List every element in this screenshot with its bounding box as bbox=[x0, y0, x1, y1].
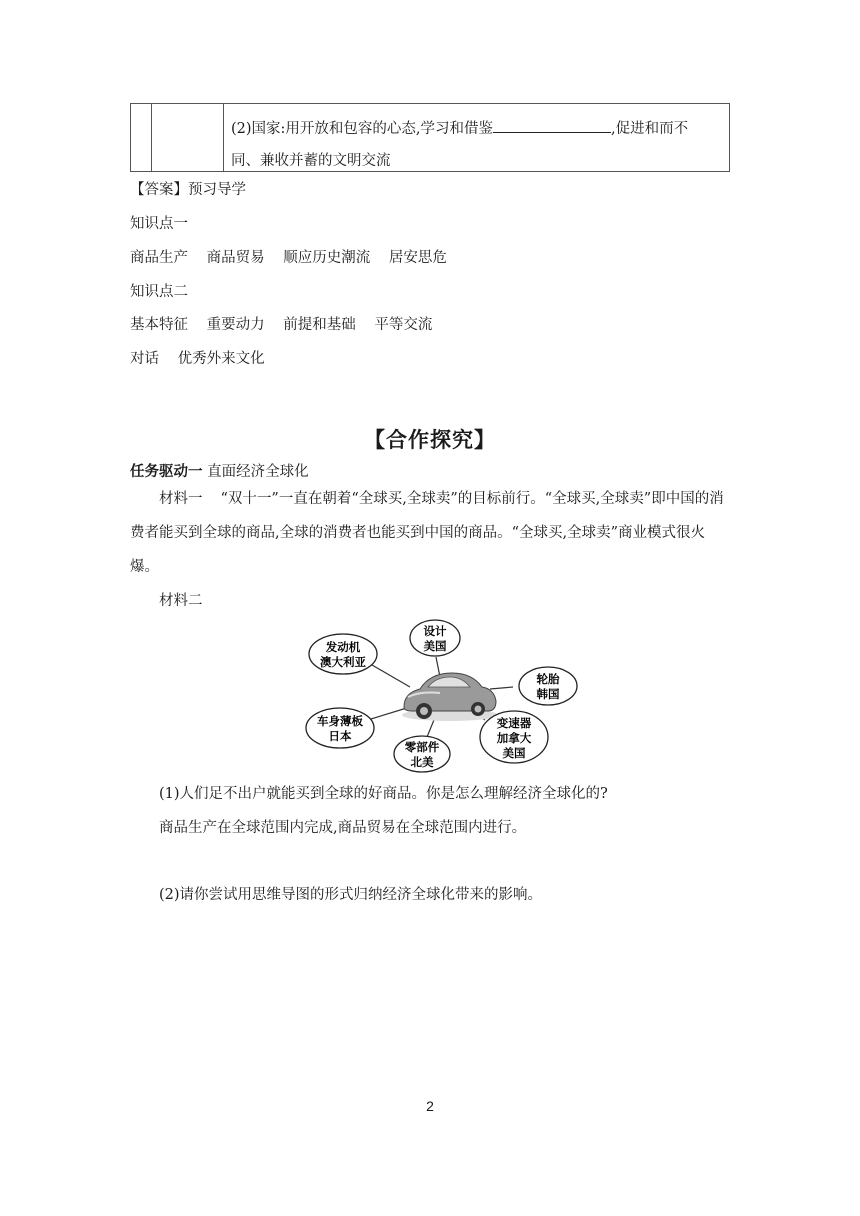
answer-header: 【答案】预习导学 bbox=[130, 182, 246, 198]
task-title: 直面经济全球化 bbox=[207, 464, 309, 480]
kp2-item: 平等交流 bbox=[374, 317, 433, 333]
material1-label: 材料一 bbox=[159, 491, 203, 507]
material1-paragraph bbox=[130, 482, 732, 584]
table-text-line1-end: ,促进和而不 bbox=[611, 121, 689, 137]
task-label: 任务驱动一 bbox=[130, 464, 203, 480]
kp2-item: 前提和基础 bbox=[283, 317, 356, 333]
bubble-parts-region: 北美 bbox=[410, 755, 434, 769]
bubble-engine-country: 澳大利亚 bbox=[320, 655, 366, 669]
fill-in-blank[interactable] bbox=[493, 118, 611, 133]
kp1-title: 知识点一 bbox=[130, 216, 188, 232]
bubble-transmission-country2: 美国 bbox=[502, 746, 526, 760]
section-title: 【合作探究】 bbox=[364, 428, 496, 452]
kp2-items bbox=[130, 315, 432, 335]
bubble-body bbox=[306, 708, 374, 748]
kp1-item: 商品生产 bbox=[130, 250, 188, 266]
bubble-engine bbox=[309, 634, 377, 674]
kp3-item: 对话 bbox=[130, 351, 159, 367]
bubble-tire-country: 韩国 bbox=[536, 687, 560, 701]
bubble-design-part: 设计 bbox=[423, 624, 447, 638]
bubble-body-country: 日本 bbox=[328, 729, 352, 743]
kp1-item: 顺应历史潮流 bbox=[283, 250, 371, 266]
kp3-items bbox=[130, 349, 265, 369]
answer-1: 商品生产在全球范围内完成,商品贸易在全球范围内进行。 bbox=[159, 820, 527, 836]
bubble-parts-part: 零部件 bbox=[404, 740, 440, 754]
bubble-transmission-part: 变速器 bbox=[496, 716, 532, 730]
table-text-line1-start: (2)国家:用开放和包容的心态,学习和借鉴 bbox=[231, 121, 494, 137]
bubble-engine-part: 发动机 bbox=[325, 640, 361, 654]
table-column-divider bbox=[151, 104, 152, 171]
question-2: (2)请你尝试用思维导图的形式归纳经济全球化带来的影响。 bbox=[159, 887, 543, 903]
table-column-divider bbox=[223, 104, 224, 171]
material2-label: 材料二 bbox=[159, 593, 203, 609]
kp3-item: 优秀外来文化 bbox=[177, 351, 265, 367]
task-heading bbox=[130, 462, 309, 482]
bubble-tire-part: 轮胎 bbox=[536, 672, 560, 686]
question-1: (1)人们足不出户就能买到全球的好商品。你是怎么理解经济全球化的? bbox=[159, 786, 608, 802]
kp2-item: 基本特征 bbox=[130, 317, 188, 333]
material1-text: “双十一”一直在朝着“全球买,全球卖”的目标前行。“全球买,全球卖”即中国的消费者能买到全球的商品,全球的消费者也能买到中国的商品。“全球买,全球卖”商业模式很火爆。 bbox=[130, 491, 724, 575]
kp1-item: 商品贸易 bbox=[206, 250, 265, 266]
bubble-transmission bbox=[480, 711, 548, 763]
answer-table bbox=[130, 103, 730, 172]
table-text-line2: 同、兼收并蓄的文明交流 bbox=[231, 153, 391, 169]
bubble-body-part: 车身薄板 bbox=[317, 714, 363, 728]
bubble-design bbox=[410, 620, 460, 656]
car-icon bbox=[402, 673, 498, 721]
table-cell-text bbox=[231, 113, 726, 177]
bubble-transmission-country1: 加拿大 bbox=[496, 731, 532, 745]
kp2-title: 知识点二 bbox=[130, 284, 188, 300]
kp1-item: 居安思危 bbox=[388, 250, 447, 266]
bubble-design-country: 美国 bbox=[423, 639, 447, 653]
bubble-parts bbox=[394, 736, 450, 772]
bubble-tire bbox=[519, 667, 577, 705]
kp2-item: 重要动力 bbox=[206, 317, 265, 333]
global-car-diagram bbox=[300, 615, 590, 775]
page-number: 2 bbox=[426, 1098, 434, 1114]
kp1-items bbox=[130, 248, 447, 268]
